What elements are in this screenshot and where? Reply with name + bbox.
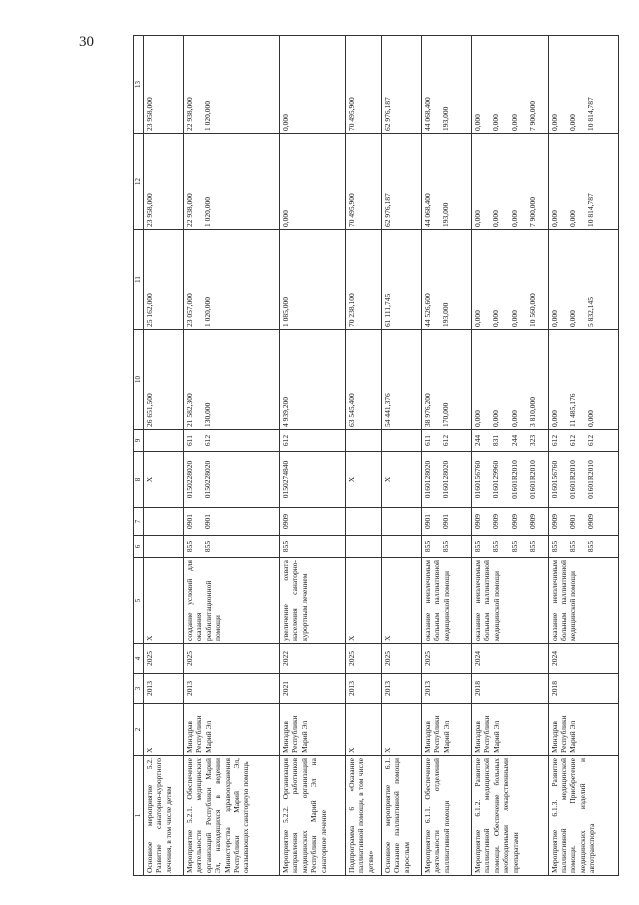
table-cell-col-13: 44 068,400 193,000 (422, 36, 472, 134)
table-cell-col-6: 855 (280, 536, 346, 558)
table-cell-col-2: Минздрав Республики Марий Эл (548, 704, 618, 756)
table-row (548, 36, 618, 876)
table-cell-col-10: 26 651,500 (144, 330, 184, 430)
table-cell-col-4: 2024 (548, 644, 618, 674)
table-cell-col-10: 0,000 11 485,176 0,000 (548, 330, 618, 430)
table-cell-col-10: 0,000 0,000 0,000 3 810,000 (472, 330, 549, 430)
table-cell-col-10: 21 582,300 130,000 (184, 330, 280, 430)
table-cell-col-12: 23 958,000 (144, 134, 184, 230)
header-row (134, 36, 144, 876)
table-cell-col-8: X (346, 452, 382, 508)
column-header-1: 1 (134, 756, 144, 876)
table-cell-col-11: 23 057,000 1 020,000 (184, 230, 280, 330)
table-cell-col-5: X (144, 558, 184, 644)
column-header-4: 4 (134, 644, 144, 674)
column-header-2: 2 (134, 704, 144, 756)
table-cell-col-12: 22 938,000 1 020,000 (184, 134, 280, 230)
column-header-3: 3 (134, 674, 144, 704)
table-cell-col-6 (382, 536, 422, 558)
table-row (184, 36, 280, 876)
table-cell-col-4: 2025 (184, 644, 280, 674)
table-cell-col-13: 23 958,000 (144, 36, 184, 134)
table-cell-col-3: 2021 (280, 674, 346, 704)
column-header-8: 8 (134, 452, 144, 508)
table-cell-col-5: X (382, 558, 422, 644)
table-cell-col-6 (144, 536, 184, 558)
table-cell-col-4: 2024 (472, 644, 549, 674)
table-cell-col-2: Минздрав Республики Марий Эл (184, 704, 280, 756)
table-cell-col-7: 0909 0909 0909 0909 (472, 508, 549, 536)
column-header-6: 6 (134, 536, 144, 558)
table-cell-col-11: 70 238,100 (346, 230, 382, 330)
table-cell-col-12: 0,000 0,000 0,000 7 900,000 (472, 134, 549, 230)
table-cell-col-8: X (144, 452, 184, 508)
table-cell-col-6: 855 855 855 855 (472, 536, 549, 558)
table-cell-col-7: 0901 0901 (184, 508, 280, 536)
column-header-9: 9 (134, 430, 144, 452)
table-cell-col-2: Минздрав Республики Марий Эл (280, 704, 346, 756)
table-cell-col-5: X (346, 558, 382, 644)
table-cell-col-13: 0,000 0,000 10 814,787 (548, 36, 618, 134)
table-cell-col-1: Основное мероприятие 5.2. Развитие санаторно-курортного лечения, в том числе детям (144, 756, 184, 876)
table-cell-col-12: 44 068,400 193,000 (422, 134, 472, 230)
table-cell-col-4: 2025 (422, 644, 472, 674)
table-cell-col-6: 855 855 855 (548, 536, 618, 558)
table-cell-col-8: 0160156760 01601R2010 01601R2010 (548, 452, 618, 508)
table-cell-col-7 (346, 508, 382, 536)
table-cell-col-2: X (346, 704, 382, 756)
table-cell-col-12: 0,000 0,000 10 814,787 (548, 134, 618, 230)
table-cell-col-6: 855 855 (422, 536, 472, 558)
table-cell-col-10: 63 545,400 (346, 330, 382, 430)
table-cell-col-4: 2022 (280, 644, 346, 674)
table-cell-col-11: 0,000 0,000 5 832,145 (548, 230, 618, 330)
table-cell-col-11: 61 111,745 (382, 230, 422, 330)
column-header-13: 13 (134, 36, 144, 134)
column-header-10: 10 (134, 330, 144, 430)
table-cell-col-8: 0160128020 0160128020 (422, 452, 472, 508)
table-cell-col-1: Мероприятие 6.1.2. Развитие паллиативной медицинской помощи. Обеспечение больных необходимыми лекарственными препаратами (472, 756, 549, 876)
table-cell-col-9: 244 831 244 323 (472, 430, 549, 452)
table-cell-col-8: 0150274840 (280, 452, 346, 508)
table-cell-col-1: Мероприятие 6.1.3. Развитие паллиативной медицинской помощи. Приобретение медицинских изделий и автотранспорта (548, 756, 618, 876)
table-cell-col-4: 2025 (144, 644, 184, 674)
table-cell-col-6: 855 855 (184, 536, 280, 558)
table-cell-col-2: X (144, 704, 184, 756)
table-cell-col-1: Основное мероприятие 6.1. Оказание паллиативной помощи взрослым (382, 756, 422, 876)
table-cell-col-13: 22 938,000 1 020,000 (184, 36, 280, 134)
table-cell-col-3: 2013 (346, 674, 382, 704)
table-cell-col-10: 38 976,200 170,000 (422, 330, 472, 430)
table-cell-col-3: 2013 (422, 674, 472, 704)
table-cell-col-6 (346, 536, 382, 558)
table-cell-col-9: 612 612 612 (548, 430, 618, 452)
table-cell-col-3: 2013 (382, 674, 422, 704)
column-header-11: 11 (134, 230, 144, 330)
table-cell-col-12: 0,000 (280, 134, 346, 230)
table-cell-col-13: 0,000 0,000 0,000 7 900,000 (472, 36, 549, 134)
table-cell-col-5: создание условий для оказания реабилитационной помощи (184, 558, 280, 644)
table-row (422, 36, 472, 876)
table-cell-col-3: 2018 (548, 674, 618, 704)
budget-table (133, 35, 619, 876)
table-cell-col-13: 62 976,187 (382, 36, 422, 134)
table-cell-col-5: оказание неизлечимым больным паллиативной медицинской помощи (548, 558, 618, 644)
table-cell-col-8: X (382, 452, 422, 508)
table-cell-col-9 (382, 430, 422, 452)
table-cell-col-5: оказание неизлечимым больным паллиативной медицинской помощи (422, 558, 472, 644)
table-cell-col-8: 0160156760 0160129960 01601R2010 01601R2010 (472, 452, 549, 508)
table-cell-col-9 (144, 430, 184, 452)
table-cell-col-9: 611 612 (184, 430, 280, 452)
table-cell-col-13: 70 495,900 (346, 36, 382, 134)
table-cell-col-8: 0150228020 0150228020 (184, 452, 280, 508)
table-cell-col-9: 612 (280, 430, 346, 452)
column-header-7: 7 (134, 508, 144, 536)
table-cell-col-3: 2013 (144, 674, 184, 704)
table-cell-col-2: Минздрав Республики Марий Эл (422, 704, 472, 756)
table-cell-col-4: 2025 (346, 644, 382, 674)
table-cell-col-3: 2013 (184, 674, 280, 704)
table-cell-col-1: Мероприятие 6.1.1. Обеспечение деятельности отделений паллиативной помощи (422, 756, 472, 876)
table-cell-col-12: 62 976,187 (382, 134, 422, 230)
table-cell-col-1: Мероприятие 5.2.1. Обеспечение деятельности медицинских организаций Республики Марий Эл, находящихся в ведении Министерства здравоохранения Республики Марий Эл, оказывающих санаторную помощь (184, 756, 280, 876)
table-cell-col-9 (346, 430, 382, 452)
table-cell-col-10: 54 441,376 (382, 330, 422, 430)
table-cell-col-1: Подпрограмма 6 «Оказание паллиативной помощи, в том числе детям» (346, 756, 382, 876)
table-body (144, 36, 619, 876)
table-cell-col-10: 4 939,200 (280, 330, 346, 430)
table-cell-col-3: 2018 (472, 674, 549, 704)
table-row (472, 36, 549, 876)
table-cell-col-11: 25 162,000 (144, 230, 184, 330)
table-row (346, 36, 382, 876)
table-cell-col-2: Минздрав Республики Марий Эл (472, 704, 549, 756)
table-cell-col-7: 0901 0901 (422, 508, 472, 536)
table-cell-col-11: 0,000 0,000 0,000 10 560,000 (472, 230, 549, 330)
table-cell-col-7 (382, 508, 422, 536)
column-header-5: 5 (134, 558, 144, 644)
table-cell-col-9: 611 612 (422, 430, 472, 452)
table-cell-col-12: 70 495,900 (346, 134, 382, 230)
table-cell-col-2: X (382, 704, 422, 756)
page-number: 30 (79, 34, 94, 50)
table-row (382, 36, 422, 876)
table-cell-col-5: оказание неизлечимым больным паллиативной медицинской помощи (472, 558, 549, 644)
table-cell-col-13: 0,000 (280, 36, 346, 134)
table-row (144, 36, 184, 876)
table-row (280, 36, 346, 876)
table-cell-col-5: увеличение охвата населения санаторно-курортным лечением (280, 558, 346, 644)
table-cell-col-1: Мероприятие 5.2.2. Организация направления работников медицинских организаций Республики Марий Эл на санаторное лечение (280, 756, 346, 876)
rotated-table-container (133, 36, 613, 876)
table-cell-col-11: 44 526,600 193,000 (422, 230, 472, 330)
column-header-12: 12 (134, 134, 144, 230)
table-cell-col-4: 2025 (382, 644, 422, 674)
table-cell-col-7: 0909 (280, 508, 346, 536)
table-cell-col-11: 1 085,000 (280, 230, 346, 330)
table-cell-col-7: 0909 0901 0909 (548, 508, 618, 536)
table-cell-col-7 (144, 508, 184, 536)
